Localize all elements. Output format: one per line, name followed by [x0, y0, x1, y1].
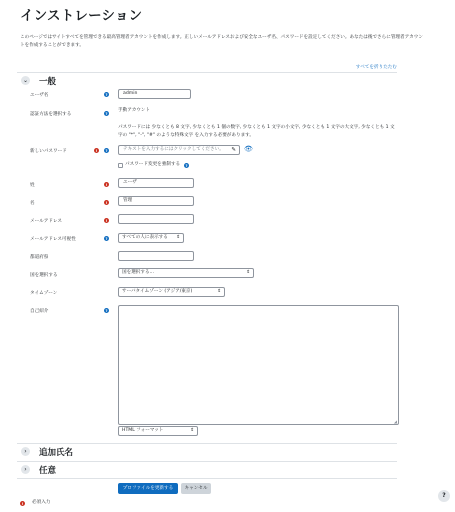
auth-label: 認証方法を選択する — [30, 112, 72, 117]
city-label: 都道府県 — [30, 255, 49, 260]
city-input[interactable] — [118, 251, 194, 261]
new-password-placeholder: テキストを入力するにはクリックしてください。 — [123, 147, 224, 152]
section-divider — [17, 72, 397, 73]
description-label: 自己紹介 — [30, 309, 49, 314]
new-password-input[interactable] — [118, 145, 240, 155]
resize-handle-icon[interactable]: ◢ — [393, 419, 397, 424]
section-title-additional-names[interactable]: 追加氏名 — [39, 448, 74, 458]
country-label: 国を選択する — [30, 273, 58, 278]
chevron-right-icon[interactable]: › — [21, 447, 30, 456]
email-display-value: すべての人に表示する — [122, 235, 168, 240]
section-title-general[interactable]: 一般 — [39, 77, 57, 87]
required-icon: ! — [105, 218, 108, 223]
eye-icon[interactable]: 👁 — [244, 145, 253, 153]
section-divider — [17, 478, 397, 479]
timezone-label: タイムゾーン — [30, 291, 58, 296]
country-value: 国を選択する... — [122, 270, 154, 275]
help-icon[interactable]: ? — [105, 111, 108, 116]
email-input[interactable] — [118, 214, 194, 224]
intro-text: このページではサイトすべてを管理できる最高管理者アカウントを作成します。正しいメールアドレスおよび安全なユーザ名、パスワードを設定してください。あなたは後でさらに管理者アカウントを作成することができます。 — [20, 35, 423, 48]
username-input[interactable]: admin — [118, 89, 191, 99]
help-icon[interactable]: ? — [105, 148, 108, 153]
lastname-label: 姓 — [30, 183, 35, 188]
select-arrows-icon: ⇕ — [246, 270, 250, 275]
help-icon[interactable]: ? — [105, 236, 108, 241]
section-divider — [17, 461, 397, 462]
description-format-value: HTML フォーマット — [122, 428, 164, 433]
pencil-icon[interactable]: ✎ — [231, 147, 236, 153]
force-change-label[interactable]: パスワード変更を強制する — [125, 162, 181, 167]
chevron-down-icon[interactable]: ⌄ — [22, 77, 29, 84]
email-display-select[interactable] — [118, 233, 184, 243]
firstname-input[interactable]: 管理 — [118, 196, 194, 206]
chevron-right-icon[interactable]: › — [21, 465, 30, 474]
force-change-checkbox[interactable] — [118, 163, 123, 168]
select-arrows-icon: ⇕ — [217, 289, 221, 294]
cancel-button[interactable]: キャンセル — [181, 483, 211, 494]
section-divider — [17, 443, 397, 444]
email-display-label: メールアドレス可視性 — [30, 237, 76, 242]
section-title-optional[interactable]: 任意 — [39, 466, 57, 476]
required-icon: ! — [95, 148, 98, 153]
timezone-select[interactable] — [118, 287, 225, 297]
username-label: ユーザ名 — [30, 93, 49, 98]
country-select[interactable] — [118, 268, 254, 278]
required-icon: ! — [105, 182, 108, 187]
email-label: メールアドレス — [30, 219, 62, 224]
timezone-value: サーバタイムゾーン (アジア/東京) — [122, 289, 193, 294]
required-icon: ! — [21, 501, 24, 506]
required-note: 必須入力 — [32, 500, 51, 505]
help-icon[interactable]: ? — [105, 92, 108, 97]
lastname-input[interactable]: ユーザ — [118, 178, 194, 188]
help-button[interactable]: ? — [438, 490, 450, 502]
help-icon[interactable]: ? — [185, 163, 188, 168]
description-textarea[interactable] — [118, 305, 399, 425]
firstname-label: 名 — [30, 201, 35, 206]
select-arrows-icon: ⇕ — [190, 428, 194, 433]
required-icon: ! — [105, 200, 108, 205]
select-arrows-icon: ⇕ — [176, 235, 180, 240]
new-password-label: 新しいパスワード — [30, 149, 67, 154]
collapse-all-link[interactable]: すべてを折りたたむ — [355, 65, 397, 70]
help-icon[interactable]: ? — [105, 308, 108, 313]
update-profile-button[interactable]: プロファイルを更新する — [118, 483, 178, 494]
page-title: インストレーション — [20, 8, 143, 24]
description-format-select[interactable] — [118, 426, 198, 436]
auth-value: 手動アカウント — [118, 108, 151, 113]
password-policy-text: パスワードには 少なくとも 8 文字, 少なくとも 1 個の数字, 少なくとも 1 文字の小文字, 少なくとも 1 文字の大文字, 少なくとも 1 文字の "*", "-", "#" のような特殊文字 を入力する必要があります。 — [118, 125, 395, 138]
